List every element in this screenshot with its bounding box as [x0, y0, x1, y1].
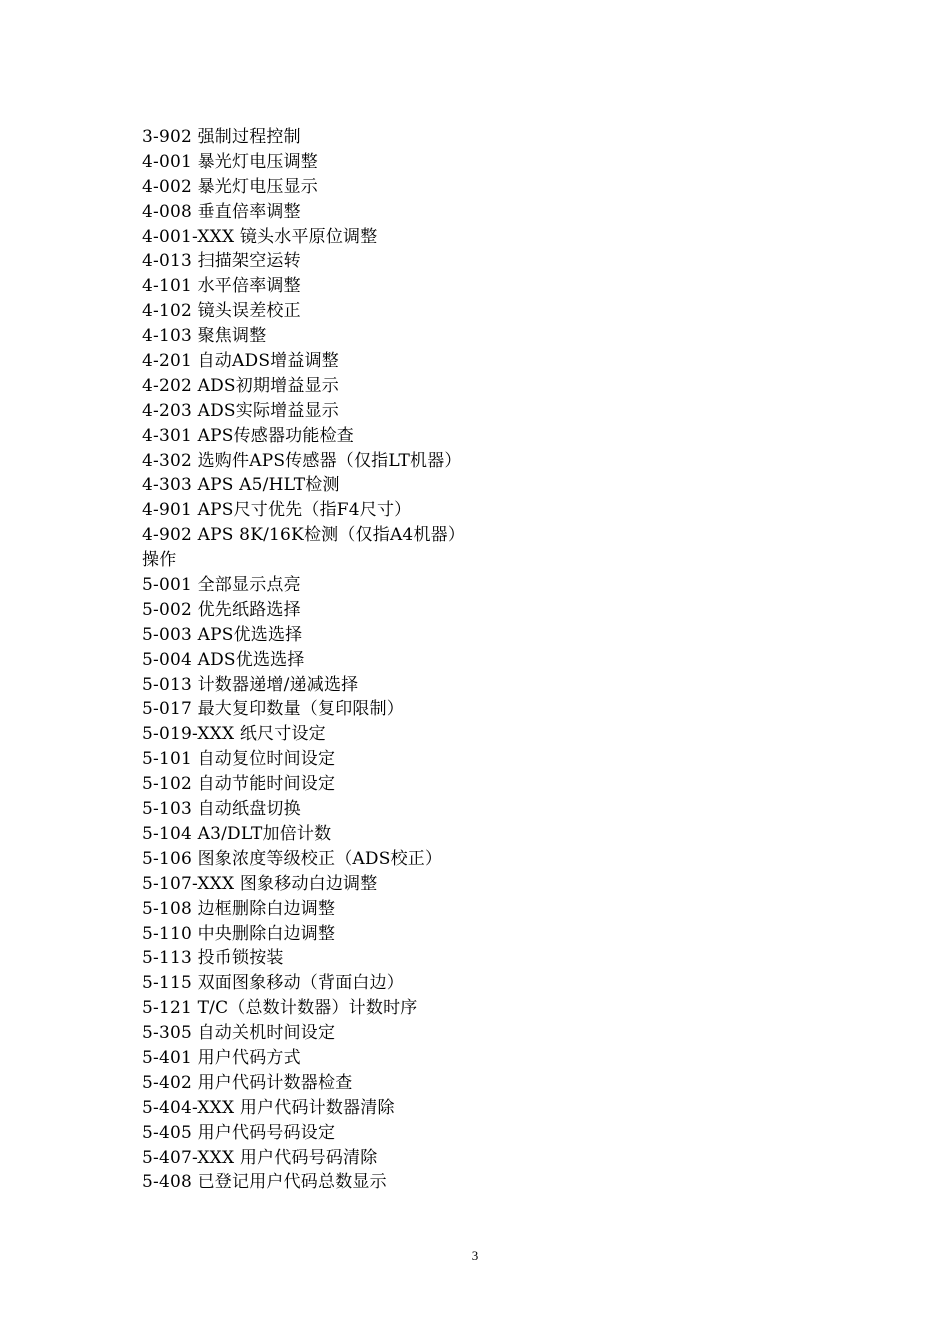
list-item: 4-001-XXX 镜头水平原位调整 [142, 226, 378, 247]
list-item: 5-017 最大复印数量（复印限制） [142, 699, 405, 720]
page-number: 3 [471, 1248, 479, 1263]
list-item: 4-302 选购件APS传感器（仅指LT机器） [142, 450, 462, 471]
list-item: 5-408 已登记用户代码总数显示 [142, 1172, 387, 1193]
list-item: 5-019-XXX 纸尺寸设定 [142, 724, 326, 745]
list-item: 5-101 自动复位时间设定 [142, 749, 336, 770]
code-list [142, 125, 842, 1195]
list-item: 5-402 用户代码计数器检查 [142, 1072, 353, 1093]
list-item: 5-404-XXX 用户代码计数器清除 [142, 1097, 395, 1118]
list-item: 4-301 APS传感器功能检查 [142, 425, 354, 446]
section-heading: 操作 [142, 550, 177, 571]
list-item: 5-002 优先纸路选择 [142, 599, 301, 620]
list-item: 5-405 用户代码号码设定 [142, 1122, 336, 1143]
list-item: 4-001 暴光灯电压调整 [142, 151, 319, 172]
list-item: 5-401 用户代码方式 [142, 1047, 301, 1068]
list-item: 4-303 APS A5/HLT检测 [142, 475, 340, 496]
list-item: 5-121 T/C（总数计数器）计数时序 [142, 998, 418, 1019]
list-item: 4-008 垂直倍率调整 [142, 201, 301, 222]
list-item: 5-001 全部显示点亮 [142, 575, 301, 596]
list-item: 5-305 自动关机时间设定 [142, 1023, 336, 1044]
list-item: 4-202 ADS初期增益显示 [142, 375, 339, 396]
list-item: 5-104 A3/DLT加倍计数 [142, 823, 332, 844]
list-item: 5-013 计数器递增/递减选择 [142, 674, 359, 695]
list-item: 4-102 镜头误差校正 [142, 301, 301, 322]
list-item: 5-110 中央删除白边调整 [142, 923, 336, 944]
list-item: 5-115 双面图象移动（背面白边） [142, 973, 405, 994]
list-item: 5-102 自动节能时间设定 [142, 774, 336, 795]
list-item: 5-107-XXX 图象移动白边调整 [142, 873, 378, 894]
list-item: 5-108 边框删除白边调整 [142, 898, 336, 919]
list-item: 4-002 暴光灯电压显示 [142, 176, 319, 197]
list-item: 5-407-XXX 用户代码号码清除 [142, 1147, 378, 1168]
list-item: 5-103 自动纸盘切换 [142, 799, 301, 820]
list-item: 4-013 扫描架空运转 [142, 251, 301, 272]
list-item: 4-201 自动ADS增益调整 [142, 351, 339, 372]
list-item: 4-902 APS 8K/16K检测（仅指A4机器） [142, 525, 466, 546]
list-item: 5-106 图象浓度等级校正（ADS校正） [142, 848, 443, 869]
list-item: 4-101 水平倍率调整 [142, 276, 301, 297]
list-item: 3-902 强制过程控制 [142, 127, 301, 147]
list-item: 4-203 ADS实际增益显示 [142, 400, 339, 421]
list-item: 4-103 聚焦调整 [142, 326, 267, 347]
list-item: 5-004 ADS优选选择 [142, 649, 305, 670]
list-item: 5-003 APS优选选择 [142, 624, 303, 645]
list-item: 5-113 投币锁按装 [142, 948, 284, 969]
list-item: 4-901 APS尺寸优先（指F4尺寸） [142, 500, 412, 521]
